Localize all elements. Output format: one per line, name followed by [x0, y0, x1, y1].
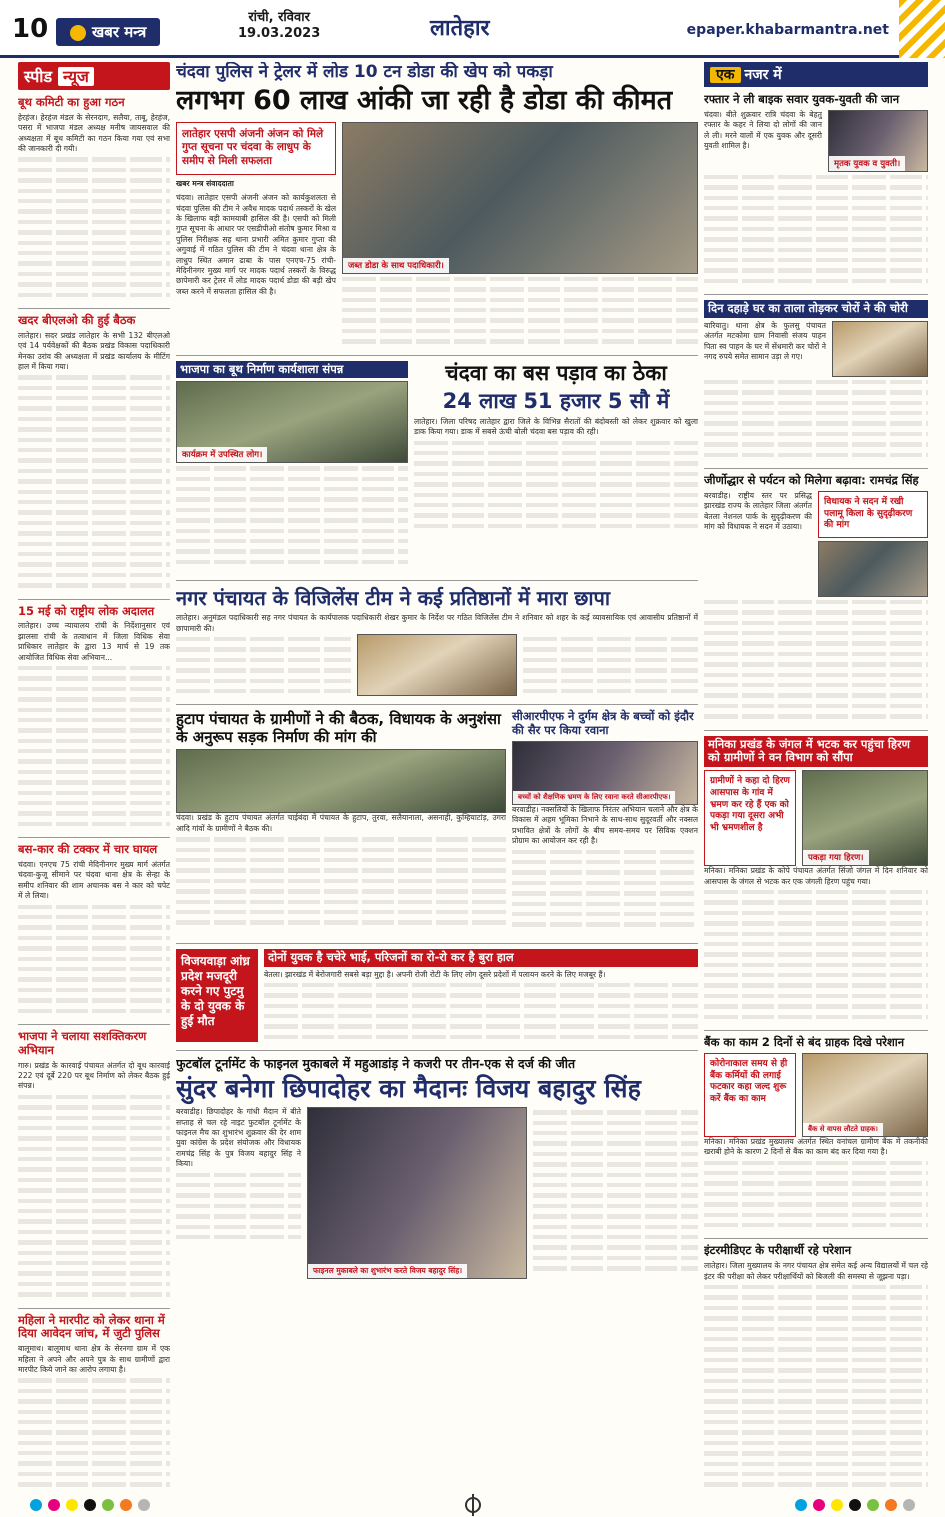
story-photo-caption: पकड़ा गया हिरण। [803, 850, 869, 865]
story-headline: भाजपा ने चलाया सशक्तिकरण अभियान [18, 1028, 147, 1057]
hutap-body: चंदवा। प्रखंड के हुटाप पंचायत अंतर्गत चाईबंदा में पंचायत के हुटाप, तुरवा, सलैयानाला, असनाही, कुम्हियाटांड़, उगरा आदि गांवों के ग्रामीणों ने बैठक की। [176, 813, 506, 833]
decorative-stripe [899, 0, 945, 58]
vigilance-body: लातेहार। अनुमंडल पदाधिकारी सह नगर पंचायत के कार्यपालक पदाधिकारी शेखर कुमार के निर्देश पर गठित विजिलेंस टीम ने शनिवार को शहर के कई व्यावसायिक एवं आवासीय प्रतिष्ठानों में छापामारी की। [176, 613, 698, 633]
lead-story [176, 62, 698, 347]
registration-dot [84, 1499, 96, 1511]
story-text: बालूमाथ। बालूमाथ थाना क्षेत्र के सेरनगा ग्राम में एक महिला ने अपने और अपने पुत्र के साथ ग्रामीणों द्वारा मारपीट किये जाने का आरोप लगाया है। [18, 1344, 170, 1374]
story-photo-caption: मृतक युवक व युवती। [829, 156, 905, 171]
edition-place: रांची, रविवार [248, 10, 310, 25]
crpf-headline: सीआरपीएफ ने दुर्गम क्षेत्र के बच्चों को इंदौर की सैर पर किया रवाना [512, 709, 694, 738]
section-title: लातेहार [430, 16, 490, 41]
story-headline: मनिका प्रखंड के जंगल में भटक कर पहुंचा हिरण को ग्रामीणों ने वन विभाग को सौंपा [704, 736, 928, 768]
lead-quote: लातेहार एसपी अंजनी अंजन को मिले गुप्त सूचना पर चंदवा के लाधुप के समीप से मिली सफलता [176, 122, 336, 175]
story-text: मनिका। मनिका प्रखंड मुख्यालय अंतर्गत स्थित वनांचल ग्रामीण बैंक में तकनीकी खराबी होने के कारण 2 दिनों से बैंक का काम बंद कर दिया गया है। [704, 1136, 928, 1157]
cousins-story [176, 949, 698, 1043]
vigilance-story [176, 586, 698, 696]
news-story [18, 1030, 170, 1300]
news-story [704, 1036, 928, 1230]
story-text: चंदवा। बीते शुक्रवार रात्रि चंदवा के बेहतु रफ्तार के कहर ने लिया दो लोगों की जान ले ली। मरने वालों में एक युवक और दूसरी युवती शामिल है। [704, 109, 822, 151]
tag-text-a: स्पीड [24, 67, 53, 86]
news-story [18, 843, 170, 1016]
brand-logo [56, 18, 160, 46]
hutap-headline: हुटाप पंचायत के ग्रामीणों ने की बैठक, विधायक के अनुशंसा के अनुरूप सड़क निर्माण की मांग की [176, 710, 501, 747]
story-text: मनिका। मनिका प्रखंड के कोपे पंचायत अंतर्गत सिंजो जंगल में दिन शनिवार को आसपास के जंगल से भटक कर एक जंगली हिरण पहुंच गया। [704, 866, 928, 886]
story-text: चंदवा। एनएच 75 रांची मेदिनीनगर मुख्य मार्ग अंतर्गत चंदवा-कुजू सीमाने पर चंदवा थाना क्षेत्र के सेन्हा के समीप शनिवार की शाम अचानक बस ने कार को चपेट में ले लिया। [18, 859, 170, 901]
registration-dot [903, 1499, 915, 1511]
crpf-photo [512, 741, 698, 805]
news-story [704, 736, 928, 1022]
story-headline: महिला ने मारपीट को लेकर थाना में दिया आवेदन जांच, में जुटी पुलिस [18, 1312, 165, 1341]
story-headline: 15 मई को राष्ट्रीय लोक अदालत [18, 603, 155, 618]
football-photo-caption: फाइनल मुकाबले का शुभारंभ करते विजय बहादुर सिंह। [308, 1264, 467, 1278]
registration-dot [849, 1499, 861, 1511]
story-text: बरवाडीह। राष्ट्रीय स्तर पर प्रसिद्ध झारखंड राज्य के लातेहार जिला अंतर्गत बेतला नेशनल पार्क के सुदृढ़ीकरण की मांग को विधायक ने सदन में उठाया। [704, 490, 812, 532]
cousins-body: बेतला। झारखंड में बेरोजगारी सबसे बड़ा मुद्दा है। अपनी रोजी रोटी के लिए लोग दूसरे प्रदेशों में पलायन करने के लिए मजबूर हैं। [264, 969, 606, 979]
bjp-headline: भाजपा का बूथ निर्माण कार्यशाला संपन्न [176, 361, 408, 379]
story-text: बारियातु। थाना क्षेत्र के फुलसु पंचायत अंतर्गत मटकोमा ग्राम निवासी संजय पाहन पिता स्व पाहन के घर में सेंधमारी कर चोरों ने नगद रुपये समेत सामान उड़ा ले गए। [704, 320, 826, 362]
story-text: लातेहार। सदर प्रखंड लातेहार के सभी 132 बीएलओ एवं 14 पर्यवेक्षकों की बैठक प्रखंड विकास पदाधिकारी मेनका उरांव की अध्यक्षता में प्रखंड कार्यालय के मीटिंग हाल में किया गया। [18, 330, 170, 371]
story-headline: खदर बीएलओ की हुई बैठक [18, 312, 136, 327]
football-story [176, 1056, 698, 1279]
news-story [18, 605, 170, 830]
lead-byline: खबर मन्त्र संवाददाता [176, 178, 234, 188]
ek-nazar-tag [704, 62, 928, 87]
registration-dot [885, 1499, 897, 1511]
registration-mark-icon [465, 1497, 481, 1513]
vigilance-headline: नगर पंचायत के विजिलेंस टीम ने कई प्रतिष्ठानों में मारा छापा [176, 586, 611, 611]
football-headline: सुंदर बनेगा छिपादोहर का मैदानः विजय बहादुर सिंह [176, 1074, 641, 1104]
story-photo [828, 110, 928, 172]
football-body: बरवाडीह। छिपादोहर के गांधी मैदान में बीते सप्ताह से चल रहे नाइट फुटबॉल टूर्नामेंट के फाइनल मैच का शुभारंभ शुक्रवार की देर शाम युवा कांग्रेस के प्रदेश संयोजक और विधायक रामचंद्र सिंह के पुत्र विजय बहादुर सिंह ने किया। [176, 1107, 301, 1169]
news-story [704, 1244, 928, 1489]
epaper-url: epaper.khabarmantra.net [686, 22, 889, 38]
lead-headline: चंदवा पुलिस ने ट्रेलर में लोड 10 टन डोडा की खेप को पकड़ा [176, 62, 553, 82]
story-text: गारु। प्रखंड के कारवाई पंचायत अंतर्गत दो बूथ कारवाई 222 एवं दूर्बे 220 पर बूथ निर्माण को लेकर बैठक हुई संपन्न। [18, 1060, 170, 1091]
story-photo [832, 321, 928, 377]
registration-dot [867, 1499, 879, 1511]
story-headline: जीर्णोद्धार से पर्यटन को मिलेगा बढ़ावा: रामचंद्र सिंह [704, 473, 919, 488]
lead-subhead: लगभग 60 लाख आंकी जा रही है डोडा की कीमत [176, 85, 673, 117]
hutap-story [176, 710, 506, 929]
story-quote: कोरोनाकाल समय से ही बैंक कर्मियों की लगाई फटकार कहा जल्द शुरू करें बैंक का काम [704, 1053, 796, 1137]
story-photo [802, 1053, 928, 1137]
bus-stand-story [414, 361, 698, 568]
news-story [704, 300, 928, 460]
story-headline: रफ्तार ने ली बाइक सवार युवक-युवती की जान [704, 92, 900, 106]
registration-dot [138, 1499, 150, 1511]
print-footer [0, 1493, 945, 1517]
bjp-photo [176, 381, 408, 463]
registration-dot [30, 1499, 42, 1511]
cousins-headline: दोनों युवक है चचेरे भाई, परिजनों का रो-रो कर है बुरा हाल [264, 949, 698, 967]
news-story [704, 474, 928, 722]
registration-dot [48, 1499, 60, 1511]
registration-dot [102, 1499, 114, 1511]
bjp-story [176, 361, 408, 568]
bjp-photo-caption: कार्यक्रम में उपस्थित लोग। [177, 447, 267, 462]
story-text: हेरहंज। हेरहंज मंडल के सेरनदाग, सलैया, ताबू, हेरहंज, पसरा में भाजपा मंडल अध्यक्ष मनीष जायसवाल की अध्यक्षता में बूथ कमिटी का गठन किया गया एवं सभा की जानकारी दी गयी। [18, 112, 170, 154]
registration-dot [813, 1499, 825, 1511]
brand-emblem-icon [70, 25, 86, 41]
story-quote: ग्रामीणों ने कहा दो हिरण आसपास के गांव में भ्रमण कर रहे हैं एक को पकड़ा गया दूसरा अभी भी भ्रमणशील है [704, 770, 796, 866]
bus-headline-2: 24 लाख 51 हजार 5 सौ में [442, 388, 670, 413]
edition-date: 19.03.2023 [238, 26, 321, 41]
registration-dot [66, 1499, 78, 1511]
football-kicker: फुटबॉल टूर्नामेंट के फाइनल मुकाबले में महुआडांड़ ने कजरी पर तीन-एक से दर्ज की जीत [176, 1056, 576, 1072]
crpf-photo-caption: बच्चों को शैक्षणिक भ्रमण के लिए रवाना करते सीआरपीएफ। [513, 791, 675, 804]
color-registration-dots [30, 1499, 150, 1511]
tag-pill: एक [710, 67, 741, 83]
news-story [18, 314, 170, 591]
registration-dot [831, 1499, 843, 1511]
vigilance-photo [357, 634, 517, 696]
story-headline: इंटरमीडिएट के परीक्षार्थी रहे परेशान [704, 1243, 852, 1258]
story-headline: बूथ कमिटी का हुआ गठन [18, 95, 125, 109]
place-date [238, 10, 320, 42]
football-photo [307, 1107, 527, 1279]
cousins-box: विजयवाड़ा आंध्र प्रदेश मजदूरी करने गए पुटमु के दो युवक के हुई मौत [176, 949, 258, 1043]
speed-news-tag [18, 62, 170, 90]
tag-text: नजर में [744, 67, 782, 83]
masthead [0, 0, 945, 58]
bus-headline-1: चंदवा का बस पड़ाव का ठेका [445, 360, 667, 385]
news-story [18, 96, 170, 300]
story-quote: विधायक ने सदन में रखी पलामू किला के सुदृढ़ीकरण की मांग [818, 491, 928, 538]
middle-column [176, 62, 698, 1489]
news-story [704, 93, 928, 286]
story-photo [802, 770, 928, 866]
story-photo-caption: बैंक से वापस लौटते ग्राहक। [803, 1123, 883, 1136]
registration-dot [795, 1499, 807, 1511]
tag-text-b: न्यूज [58, 67, 94, 86]
crpf-story [512, 710, 698, 929]
story-text: लातेहार। उच्च न्यायालय रांची के निर्देशानुसार एवं झालसा रांची के तत्वाधान में जिला विधिक सेवा प्राधिकार लातेहार के द्वारा 13 मार्च से 19 तक आयोजित विधिक सेवा अभियान... [18, 621, 170, 662]
lead-photo-caption: जब्त डोडा के साथ पदाधिकारी। [343, 258, 449, 273]
story-headline: बस-कार की टक्कर में चार घायल [18, 842, 158, 857]
bus-body: लातेहार। जिला परिषद लातेहार द्वारा जिले के विभिन्न सैरातों की बंदोबस्ती को लेकर शुक्रवार को खुला डाक किया गया। डाक में सबसे ऊंची बोली चंदवा बस पड़ाव की रही। [414, 416, 698, 437]
registration-dot [120, 1499, 132, 1511]
color-registration-dots [795, 1499, 915, 1511]
hutap-photo [176, 749, 506, 813]
crpf-body: बरवाडीह। नक्सलियों के खिलाफ निरंतर अभियान चलाने और क्षेत्र के विकास में अहम भूमिका निभाने के साथ-साथ सुदूरवर्ती और नक्सल प्रभावित क्षेत्रों के लोगों के बीच समय-समय पर सिविक एक्शन प्रोग्राम का आयोजन कर रही है। [512, 804, 698, 846]
story-headline: दिन दहाड़े घर का ताला तोड़कर चोरों ने की चोरी [704, 300, 928, 318]
lead-photo [342, 122, 698, 274]
lead-body: चंदवा। लातेहार एसपी अंजनी अंजन को कार्यकुशलता से चंदवा पुलिस की टीम ने अवैध मादक पदार्थ तस्करों के खेल के खिलाफ बड़ी कामयाबी हासिल की है। एसपी को मिली गुप्त सूचना के आधार पर एसडीपीओ संतोष कुमार मिश्रा व पुलिस निरीक्षक सह थाना प्रभारी अमित कुमार गुप्ता की अगुवाई में गठित पुलिस की टीम ने चंदवा थाना क्षेत्र के लाधुप स्थित अमान ढाबा के पास एनएच-75 रांची-मेदिनीनगर मुख्य मार्ग पर मादक पदार्थ तस्करों के विरुद्ध छापेमारी कर ट्रेलर में लोड मादक पदार्थ डोडा की बड़ी खेप जब्त करने में सफलता हासिल की है। [176, 193, 336, 296]
story-headline: बैंक का काम 2 दिनों से बंद ग्राहक दिखे परेशान [704, 1035, 905, 1050]
right-column [704, 62, 928, 1489]
brand-name: खबर मन्त्र [92, 23, 147, 41]
left-column [18, 62, 170, 1489]
news-story [18, 1314, 170, 1489]
story-photo [818, 541, 928, 597]
page-number: 10 [12, 14, 49, 44]
story-text: लातेहार। जिला मुख्यालय के नगर पंचायत क्षेत्र समेत कई अन्य विद्यालयों में चल रहे इंटर की परीक्षा को लेकर परीक्षार्थियों को बिजली की समस्या से जूझना पड़ा। [704, 1261, 928, 1281]
